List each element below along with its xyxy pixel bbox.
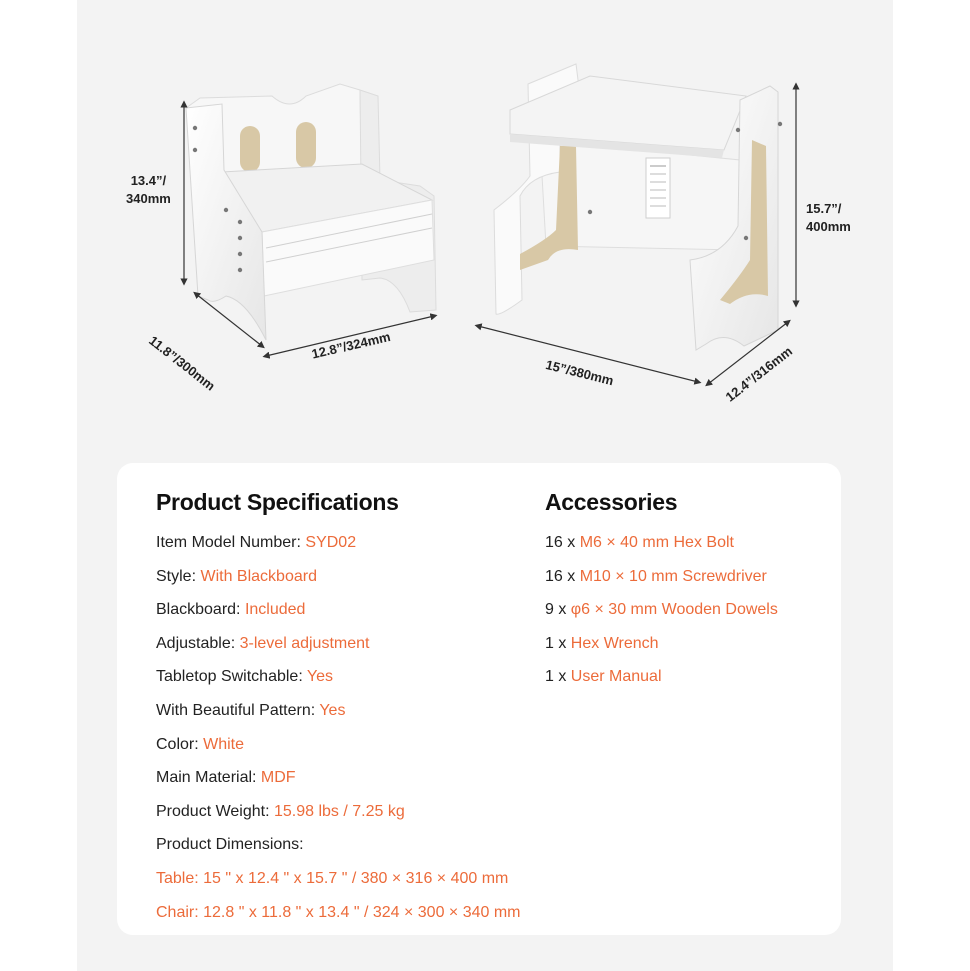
spec-value: White	[203, 735, 245, 753]
spec-value: 3-level adjustment	[239, 634, 370, 652]
spec-row	[156, 593, 536, 627]
spec-value: Yes	[306, 668, 334, 686]
spec-label: Blackboard:	[156, 601, 245, 619]
product-illustration	[0, 0, 970, 460]
accessory-name: User Manual	[570, 668, 662, 686]
accessory-name: M6 × 40 mm Hex Bolt	[579, 534, 734, 551]
spec-label: Main Material:	[156, 769, 261, 787]
spec-row	[156, 828, 536, 862]
spec-row	[156, 627, 536, 661]
accessory-qty: 16 x	[545, 567, 580, 585]
accessory-qty: 1 x	[545, 634, 571, 652]
chair-depth-label: 11.8”/300mm	[146, 332, 219, 394]
specs-heading: Product Specifications	[156, 489, 399, 515]
spec-value: SYD02	[305, 534, 357, 551]
accessory-row	[545, 627, 835, 661]
spec-row	[156, 560, 536, 594]
spec-value: MDF	[260, 769, 296, 787]
spec-row	[156, 694, 536, 728]
spec-label: Color:	[156, 735, 204, 753]
accessory-name: φ6 × 30 mm Wooden Dowels	[570, 601, 778, 619]
spec-label: Style:	[156, 567, 201, 585]
accessory-row	[545, 560, 835, 594]
table-depth-label: 12.4”/316mm	[722, 343, 796, 405]
spec-row	[156, 761, 536, 795]
spec-row	[156, 728, 536, 762]
table-height-label: 15.7”/ 400mm	[806, 201, 851, 234]
spec-label: With Beautiful Pattern:	[156, 701, 320, 719]
accessory-row	[545, 526, 835, 560]
spec-label: Product Dimensions:	[156, 836, 304, 854]
accessory-row	[545, 660, 835, 694]
chair-dimensions: Chair: 12.8 " x 11.8 " x 13.4 " / 324 × 300 × 340 mm	[156, 903, 521, 921]
spec-row	[156, 795, 536, 829]
spec-value: 15.98 lbs / 7.25 kg	[273, 802, 405, 820]
spec-row	[156, 660, 536, 694]
table-dimensions: Table: 15 " x 12.4 " x 15.7 " / 380 × 316 × 400 mm	[156, 869, 509, 887]
spec-label: Item Model Number:	[156, 534, 306, 551]
accessory-name: Hex Wrench	[570, 634, 659, 652]
accessory-row	[545, 593, 835, 627]
accessory-qty: 1 x	[545, 668, 571, 686]
accessory-qty: 16 x	[545, 534, 580, 551]
spec-label: Product Weight:	[156, 802, 274, 820]
chair-width-label: 12.8”/324mm	[310, 328, 392, 362]
chair	[186, 84, 436, 340]
accessories-heading: Accessories	[545, 489, 678, 515]
spec-row	[156, 526, 536, 560]
table	[494, 64, 782, 350]
spec-value: Included	[244, 601, 306, 619]
spec-value: With Blackboard	[200, 567, 317, 585]
spec-value: Yes	[319, 701, 346, 719]
chair-height-label: 13.4”/ 340mm	[126, 173, 171, 206]
table-width-label: 15”/380mm	[544, 356, 616, 389]
accessory-name: M10 × 10 mm Screwdriver	[579, 567, 767, 585]
spec-label: Adjustable:	[156, 634, 240, 652]
accessory-qty: 9 x	[545, 601, 571, 619]
specs-column	[156, 487, 536, 929]
specs-card	[117, 463, 841, 935]
spec-label: Tabletop Switchable:	[156, 668, 307, 686]
accessories-column	[545, 487, 835, 694]
